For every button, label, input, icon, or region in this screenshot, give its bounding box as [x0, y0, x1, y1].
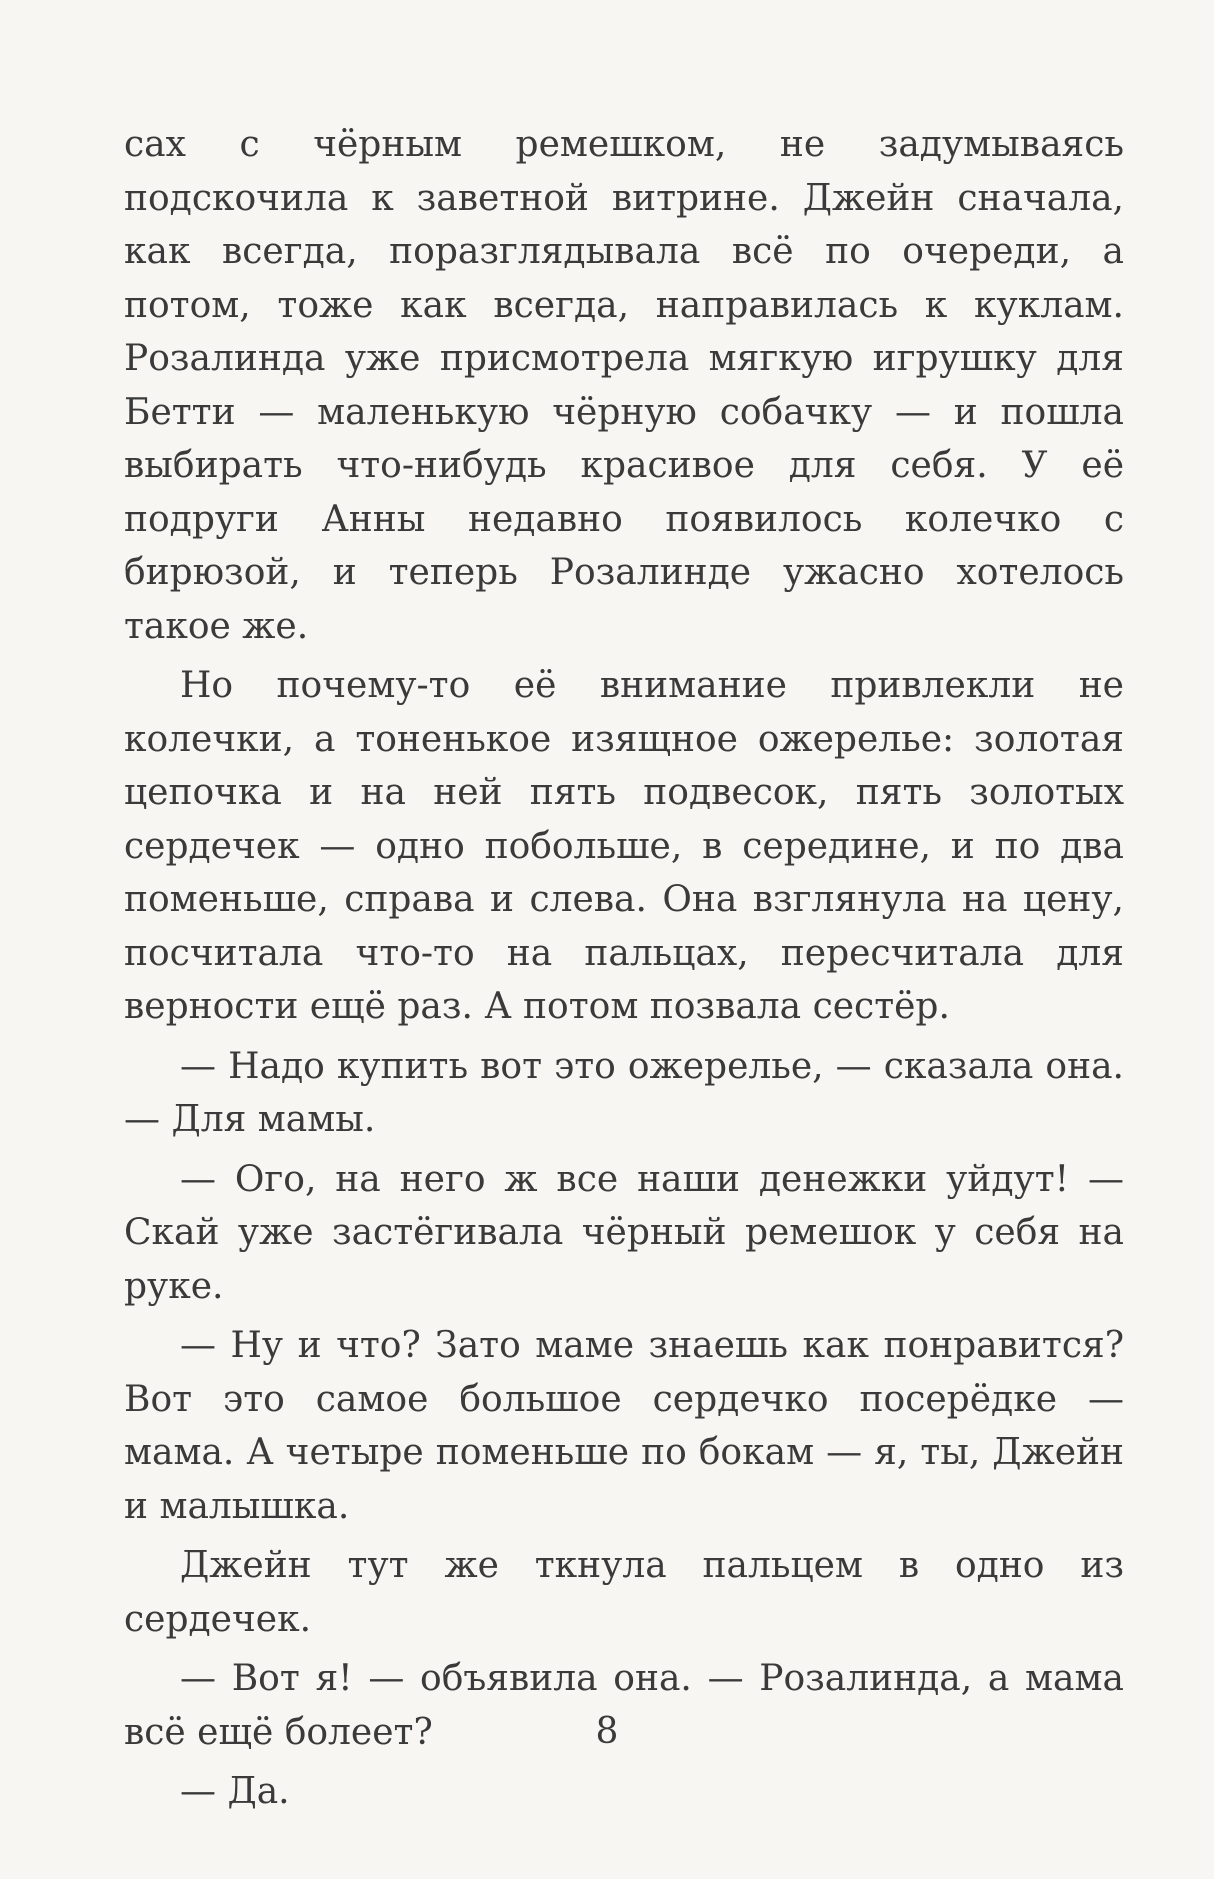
paragraph-6: Джейн тут же ткнула пальцем в одно из сердечек.	[124, 1545, 1124, 1640]
paragraph-2: Но почему-то её внимание привлекли не колечки, а тоненькое изящное ожерелье: золотая цепочка и на ней пять подвесок, пять золотых сердечек — одно побольше, в середине, и по два поменьше, справа и слева. Она взглянула на цену, посчитала что-то на пальцах, пересчитала для верности ещё раз. А потом позвала сестёр.	[124, 665, 1124, 1027]
paragraph-7: — Вот я! — объявила она. — Розалинда, а мама всё ещё болеет?	[124, 1658, 1124, 1753]
paragraph-5: — Ну и что? Зато маме знаешь как понравится? Вот это самое большое сердечко посерёдке — мама. А четыре поменьше по бокам — я, ты, Джейн и малышка.	[124, 1325, 1124, 1527]
paragraph-4: — Ого, на него ж все наши денежки уйдут! — Скай уже застёгивала чёрный ремешок у себя на руке.	[124, 1158, 1124, 1307]
paragraph-3: — Надо купить вот это ожерелье, — сказала она. — Для мамы.	[124, 1045, 1124, 1140]
page-number: 8	[595, 1711, 619, 1752]
paragraph-8: — Да.	[180, 1771, 290, 1812]
paragraph-1: сах с чёрным ремешком, не задумываясь подскочила к заветной витрине. Джейн сначала, как всегда, поразглядывала всё по очереди, а потом, тоже как всегда, направилась к куклам. Розалинда уже присмотрела мягкую игрушку для Бетти — маленькую чёрную собачку — и пошла выбирать что-нибудь красивое для себя. У её подруги Анны недавно появилось колечко с бирюзой, и теперь Розалинде ужасно хотелось такое же.	[124, 124, 1124, 647]
body-text	[124, 118, 1124, 1825]
